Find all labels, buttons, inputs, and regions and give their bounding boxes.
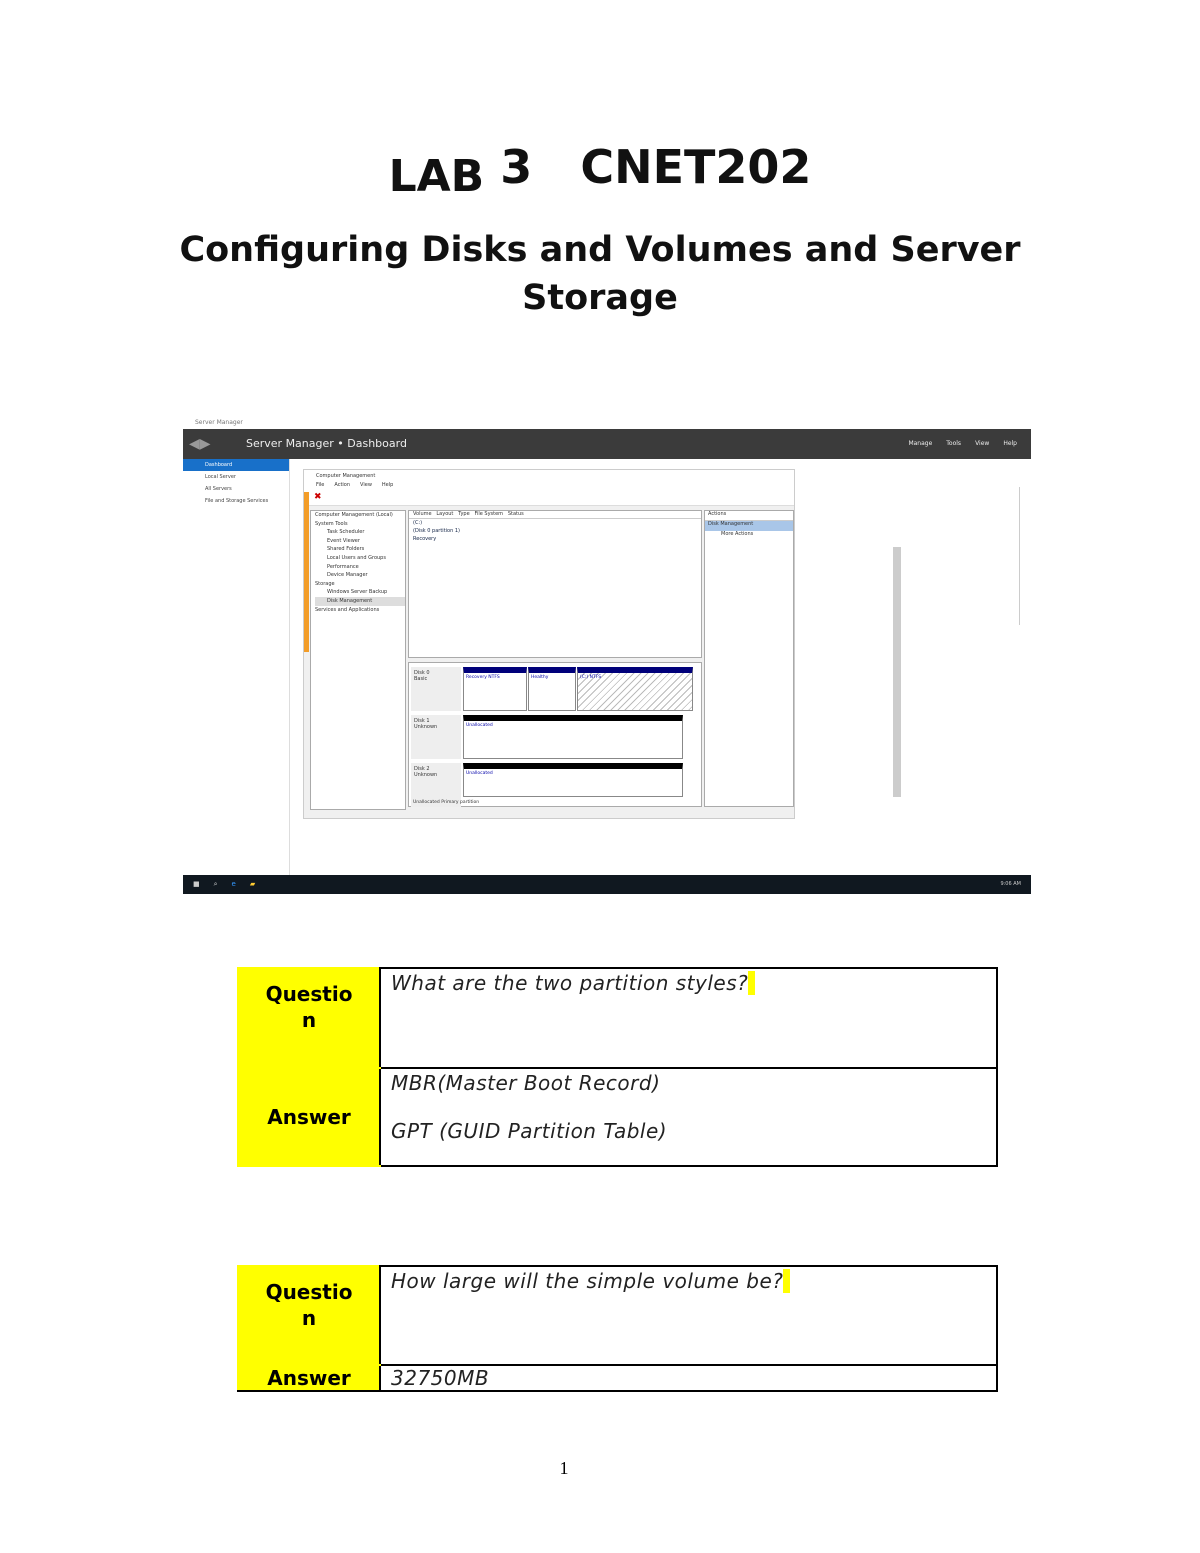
answer-cell: 32750MB: [380, 1365, 997, 1391]
col-fs: File System: [474, 511, 504, 517]
tree-item: Windows Server Backup: [327, 589, 388, 596]
disk-info: Unknown: [414, 772, 438, 778]
start-icon: ■: [193, 880, 200, 888]
question-label-text: Question: [265, 1280, 353, 1330]
question-cell: [380, 968, 997, 1068]
qa-table-2: [237, 1265, 998, 1392]
search-icon: ⌕: [213, 880, 218, 888]
answer-text: MBR(Master Boot Record): [391, 1071, 661, 1095]
tree-item: Task Scheduler: [327, 529, 365, 536]
sidebar-item-dashboard: Dashboard: [183, 459, 289, 471]
cm-menu-file: File: [316, 482, 325, 488]
document-subtitle: Configuring Disks and Volumes and Server Storage: [179, 230, 1021, 318]
cm-menu: [304, 482, 794, 492]
disk-info: Unknown: [414, 724, 438, 730]
disk-0: [411, 667, 461, 711]
title-lab: LAB: [388, 151, 485, 202]
tree-item: Local Users and Groups: [327, 554, 386, 561]
dashboard-panel: [795, 487, 1020, 625]
partition: [463, 763, 683, 797]
document-title: [0, 140, 1200, 202]
partition: [528, 667, 576, 711]
tree-item: Services and Applications: [315, 606, 380, 613]
question-label: [238, 968, 380, 1068]
disk-map: [408, 662, 702, 807]
volume-row: (Disk 0 partition 1): [413, 528, 460, 534]
col-status: Status: [507, 511, 524, 517]
header-menu: [908, 429, 1017, 459]
partition-label: Recovery NTFS: [466, 675, 500, 680]
cm-toolbar: [304, 492, 794, 506]
partition-label: Healthy: [531, 675, 549, 680]
partition: [577, 667, 693, 711]
tree-item: Device Manager: [327, 572, 368, 579]
menu-manage: Manage: [908, 440, 933, 447]
server-manager-screenshot: [183, 417, 1031, 894]
sidebar: [183, 459, 290, 875]
tree-item: Performance: [327, 563, 359, 570]
taskbar: [183, 875, 1031, 894]
delete-icon: ✖: [314, 492, 322, 502]
sidebar-item-file-storage: File and Storage Services: [205, 498, 269, 504]
actions-more: More Actions: [721, 531, 754, 537]
sidebar-item-all-servers: All Servers: [205, 486, 232, 492]
tree-item: Computer Management (Local): [315, 512, 393, 518]
folder-icon: ▰: [249, 880, 256, 888]
col-type: Type: [458, 511, 470, 517]
taskbar-clock: 9:06 AM: [1000, 881, 1021, 887]
cm-menu-action: Action: [334, 482, 351, 488]
col-volume: Volume: [413, 511, 432, 517]
partition: [463, 667, 527, 711]
partition: [463, 715, 683, 759]
actions-title: Actions: [705, 511, 793, 521]
tree-item: System Tools: [315, 520, 348, 527]
volume-headers: [409, 511, 701, 519]
menu-view: View: [975, 440, 990, 447]
tree-item: Disk Management: [315, 597, 405, 606]
disk-1: [411, 715, 461, 759]
question-label: [238, 1266, 380, 1365]
disk-name: Disk 1: [414, 718, 430, 724]
tree-item: Storage: [315, 580, 335, 587]
title-course: CNET202: [580, 140, 812, 194]
volume-list: [408, 510, 702, 658]
partition-label: Unallocated: [466, 723, 493, 728]
answer-label: Answer: [238, 1365, 380, 1391]
tree-item: Event Viewer: [327, 537, 360, 544]
actions-selected: Disk Management: [705, 521, 793, 531]
volume-row: Recovery: [413, 536, 437, 542]
actions-pane: [704, 510, 794, 807]
ie-icon: e: [231, 880, 236, 888]
menu-help: Help: [1003, 440, 1017, 447]
accent-strip: [304, 492, 309, 652]
answer-cell: [380, 1068, 997, 1166]
disk-info: Basic: [414, 676, 428, 682]
page-number: 1: [559, 1458, 569, 1478]
server-manager-header: [183, 429, 1031, 459]
partition-label: (C:) NTFS: [580, 675, 602, 680]
sidebar-item-local-server: Local Server: [205, 474, 236, 480]
cm-title: Computer Management: [304, 470, 794, 482]
tree-item: Shared Folders: [327, 546, 365, 553]
question-cell: [380, 1266, 997, 1365]
back-forward-icon: ◀▶: [189, 436, 211, 452]
cm-menu-help: Help: [381, 482, 394, 488]
partition-label: Unallocated: [466, 771, 493, 776]
cm-menu-view: View: [360, 482, 372, 488]
disk-name: Disk 2: [414, 766, 430, 772]
window-title: Server Manager: [195, 419, 243, 426]
scrollbar: [893, 547, 901, 797]
volume-row: (C:): [413, 520, 423, 526]
question-text: How large will the simple volume be?: [391, 1269, 784, 1293]
disk-legend: Unallocated Primary partition: [413, 800, 480, 805]
disk-name: Disk 0: [414, 670, 430, 676]
question-label-text: Question: [265, 982, 353, 1032]
answer-label: Answer: [238, 1068, 380, 1166]
qa-table-1: [237, 967, 998, 1167]
col-layout: Layout: [436, 511, 454, 517]
cm-tree: [310, 510, 406, 810]
computer-management-window: [303, 469, 795, 819]
question-text: What are the two partition styles?: [391, 971, 749, 995]
header-title: Server Manager • Dashboard: [246, 437, 407, 450]
answer-text: GPT (GUID Partition Table): [391, 1119, 668, 1143]
title-num: 3: [500, 140, 533, 194]
menu-tools: Tools: [946, 440, 962, 447]
